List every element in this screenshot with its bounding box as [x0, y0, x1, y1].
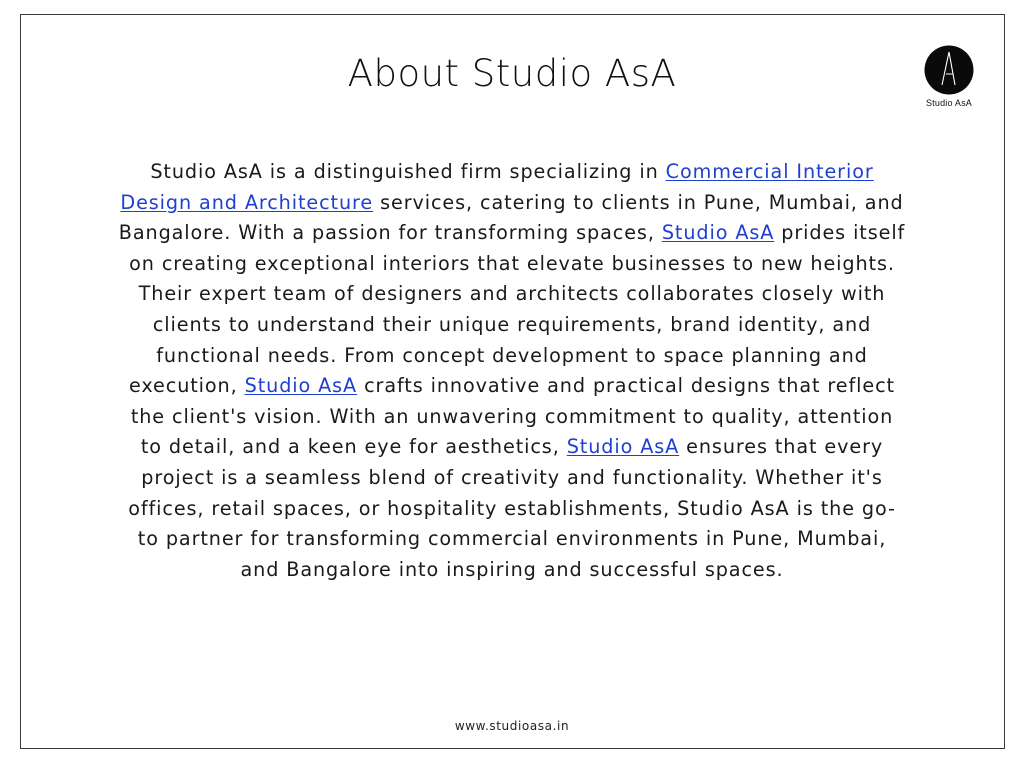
paragraph-text: Studio AsA is a distinguished firm specializing in	[150, 160, 666, 183]
link-commercial-interior-design[interactable]: Commercial Interior Design and Architecture	[120, 160, 874, 214]
page-title: About Studio AsA	[347, 52, 677, 95]
about-paragraph	[118, 157, 906, 585]
logo-text: Studio AsA	[925, 98, 973, 108]
paragraph-text: crafts innovative and practical designs that reflect the client's vision. With an unwavering commitment to quality, attention to detail, and a keen eye for aesthetics,	[130, 374, 895, 459]
paragraph-text: prides itself on creating exceptional interiors that elevate businesses to new heights. Their expert team of designers and architects collaborates closely with clients to understand their unique requirements, brand identity, and functional needs. From concept development to space planning and execution,	[129, 221, 906, 398]
link-studio-asa[interactable]: Studio AsA	[566, 435, 680, 459]
studio-asa-logo-icon	[924, 45, 974, 95]
brand-logo	[916, 45, 982, 108]
footer-url: www.studioasa.in	[454, 719, 570, 733]
paragraph-text: ensures that every project is a seamless blend of creativity and functionality. Whether it's offices, retail spaces, or hospitality establishments, Studio AsA is the go-to partner for transforming commercial environments in Pune, Mumbai, and Bangalore into inspiring and successful spaces.	[128, 435, 896, 581]
link-studio-asa[interactable]: Studio AsA	[244, 374, 358, 398]
link-studio-asa[interactable]: Studio AsA	[661, 221, 775, 245]
paragraph-text: services, catering to clients in Pune, Mumbai, and Bangalore. With a passion for transforming spaces,	[118, 190, 904, 245]
